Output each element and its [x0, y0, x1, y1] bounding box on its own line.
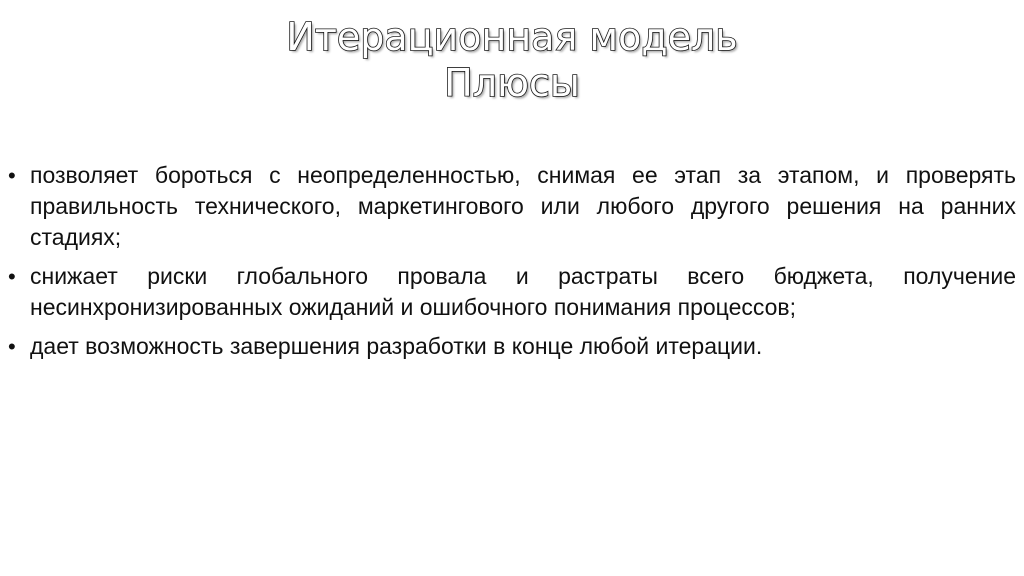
- bullet-text: дает возможность завершения разработки в конце любой итерации.: [30, 333, 763, 359]
- title-line-main: Итерационная модель: [286, 15, 738, 59]
- bullet-icon: •: [8, 334, 16, 359]
- bullet-text: позволяет бороться с неопределенностью, снимая ее этап за этапом, и проверять правильность технического, маркетингового или любого другого решения на ранних стадиях;: [30, 162, 1016, 250]
- bullet-text: снижает риски глобального провала и растраты всего бюджета, получение несинхронизированных ожиданий и ошибочного понимания процессов;: [30, 263, 1016, 320]
- bullet-item: [6, 261, 1016, 323]
- bullet-icon: •: [8, 163, 16, 188]
- title-line-sub: Плюсы: [444, 61, 580, 105]
- bullet-item: [6, 331, 1016, 362]
- bullet-icon: •: [8, 264, 16, 289]
- slide-title: [0, 14, 1024, 106]
- bullet-item: [6, 160, 1016, 253]
- bullet-list: [6, 160, 1016, 370]
